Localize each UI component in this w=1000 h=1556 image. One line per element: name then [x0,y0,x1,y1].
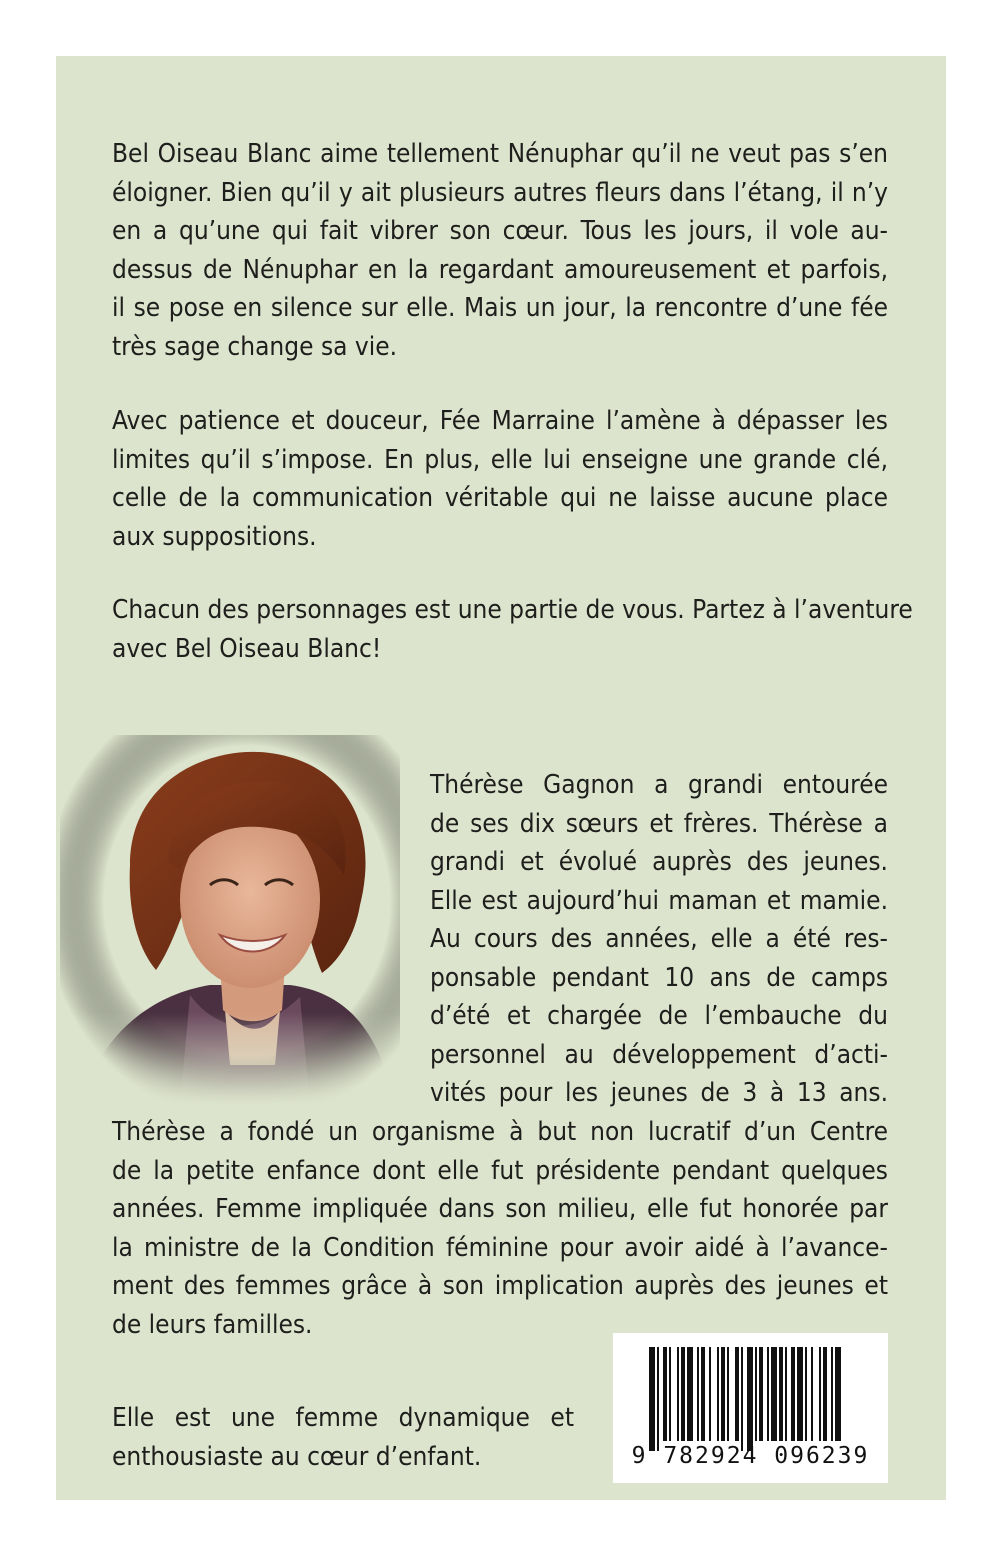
text-line: éloigner. Bien qu’il y ait plusieurs autres fleurs dans l’étang, il n’y [112,177,888,208]
barcode-bar [819,1347,821,1441]
text-line: années. Femme impliquée dans son milieu, elle fut honorée par [112,1194,888,1224]
barcode-bar [779,1347,783,1441]
barcode-bar [755,1347,757,1441]
text-line: ment des femmes grâce à son implication auprès des jeunes et [112,1271,888,1301]
barcode-bar [663,1347,667,1441]
text-line: Elle est une femme dynamique et [112,1403,574,1433]
summary-paragraph-1 [112,135,888,366]
barcode-bar [669,1347,671,1441]
text-line: celle de la communication véritable qui ne laisse aucune place [112,483,888,513]
text-line: de la petite enfance dont elle fut présidente pendant quelques [112,1155,888,1186]
text-line: Avec patience et douceur, Fée Marraine l’amène à dépasser les [112,406,888,436]
text-line: limites qu’il s’impose. En plus, elle lui enseigne une grande clé, [112,444,888,475]
text-line: Au cours des années, elle a été res- [430,924,888,954]
text-line: vités pour les jeunes de 3 à 13 ans. [430,1078,888,1108]
text-line: enthousiaste au cœur d’enfant. [112,1441,482,1472]
barcode-bar [721,1347,725,1441]
text-line: la ministre de la Condition féminine pour avoir aidé à l’avance- [112,1232,888,1263]
barcode-bar [791,1347,795,1441]
text-line: de ses dix sœurs et frères. Thérèse a [430,808,888,839]
barcode-bar [823,1347,827,1441]
barcode-bar [657,1347,659,1451]
author-photo [60,735,400,1105]
text-line: Bel Oiseau Blanc aime tellement Nénuphar qu’il ne veut pas s’en [112,139,888,169]
text-line: en a qu’une qui fait vibrer son cœur. Tous les jours, il vole au- [112,216,888,246]
isbn-number: 9 782924 096239 [631,1443,870,1469]
barcode-bar [771,1347,777,1441]
barcode-bar [697,1347,699,1441]
barcode-bar [767,1347,769,1441]
text-line: Thérèse Gagnon a grandi entourée [430,770,888,800]
text-line: Elle est aujourd’hui maman et mamie. [430,885,888,916]
text-line: grandi et évolué auprès des jeunes. [430,847,888,877]
text-line: personnel au développement d’acti- [430,1039,888,1070]
barcode-bar [747,1347,753,1451]
barcode-bar [709,1347,711,1441]
barcode-bar [805,1347,807,1441]
text-line: d’été et chargée de l’embauche du [430,1001,888,1031]
summary-paragraph-2 [112,402,888,556]
text-line: avec Bel Oiseau Blanc! [112,633,382,664]
barcode-bar [741,1347,743,1451]
barcode-bar [811,1347,813,1441]
barcode-bar [717,1347,719,1441]
barcode-bar [831,1347,833,1441]
author-closing [112,1399,574,1476]
text-line: très sage change sa vie. [112,331,398,362]
author-bio-full [112,1113,888,1344]
barcode-bar [701,1347,705,1441]
barcode-bar [735,1347,739,1441]
barcode-bar [759,1347,763,1441]
summary-paragraph-3 [112,591,913,668]
text-line: Thérèse a fondé un organisme à but non lucratif d’un Centre [112,1117,888,1147]
text-line: il se pose en silence sur elle. Mais un jour, la rencontre d’une fée [112,293,888,323]
author-portrait-icon [60,735,400,1105]
barcode-bar [687,1347,693,1441]
barcode-bar [797,1347,803,1441]
text-line: dessus de Nénuphar en la regardant amoureusement et parfois, [112,254,888,285]
text-line: Chacun des personnages est une partie de vous. Partez à l’aventure [112,595,913,625]
text-line: aux suppositions. [112,521,317,552]
text-line: ponsable pendant 10 ans de camps [430,962,888,993]
barcode-bar [785,1347,787,1441]
barcode-bar [727,1347,729,1441]
barcode-bar [677,1347,679,1441]
barcode-bar [649,1347,655,1451]
barcode-bar [835,1347,841,1441]
barcode-bar [681,1347,685,1441]
text-line: de leurs familles. [112,1309,313,1340]
author-bio-side [430,766,888,1113]
isbn-barcode [613,1333,888,1483]
